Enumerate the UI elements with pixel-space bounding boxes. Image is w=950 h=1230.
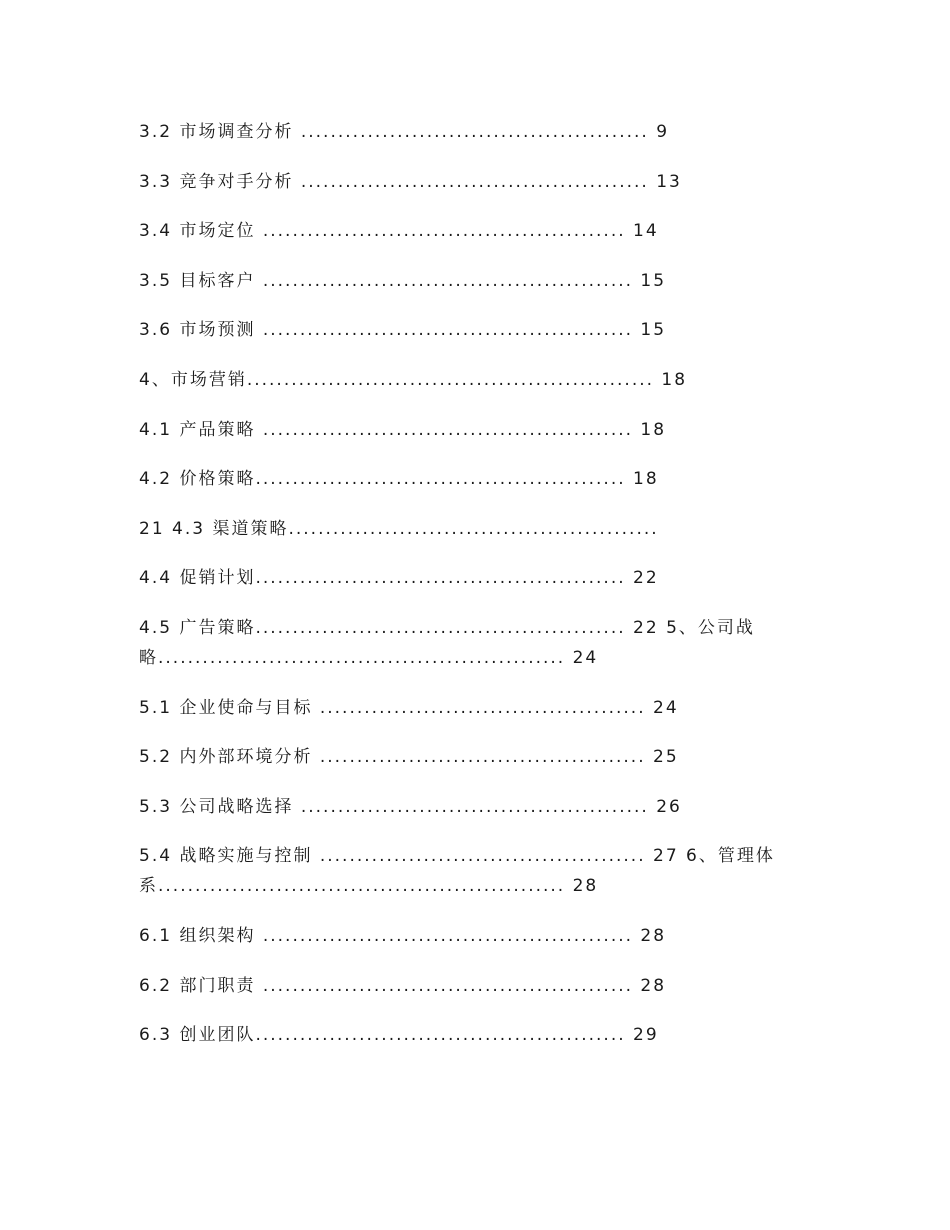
- toc-entry-5-4: 5.4 战略实施与控制 ............................................ 27 6、管理体: [139, 846, 775, 867]
- toc-entry-5-2: 5.2 内外部环境分析 ............................................ 25: [139, 747, 679, 768]
- toc-entry-6-continued: 系....................................................... 28: [139, 876, 599, 897]
- toc-entry-3-5: 3.5 目标客户 .................................................. 15: [139, 270, 667, 291]
- toc-entry-4-2: 4.2 价格策略.................................................. 18: [139, 469, 659, 490]
- toc-entry-3-6: 3.6 市场预测 .................................................. 15: [139, 320, 667, 341]
- toc-entry-4-5: 4.5 广告策略.................................................. 22 5、公司战: [139, 617, 755, 638]
- toc-entry-6-2: 6.2 部门职责 .................................................. 28: [139, 975, 667, 996]
- toc-entry-5-1: 5.1 企业使命与目标 ............................................ 24: [139, 697, 679, 718]
- toc-entry-4-3: 21 4.3 渠道策略..................................................: [139, 518, 659, 539]
- toc-entry-3-3: 3.3 竞争对手分析 ............................................... 13: [139, 171, 682, 192]
- toc-entry-3-2: 3.2 市场调查分析 ............................................... 9: [139, 122, 670, 142]
- toc-entry-4-4: 4.4 促销计划.................................................. 22: [139, 568, 659, 589]
- toc-entry-4-1: 4.1 产品策略 .................................................. 18: [139, 419, 667, 440]
- toc-entry-6-3: 6.3 创业团队.................................................. 29: [139, 1025, 659, 1046]
- table-of-contents: [139, 117, 819, 1050]
- toc-entry-6-1: 6.1 组织架构 .................................................. 28: [139, 925, 667, 946]
- toc-entry-3-4: 3.4 市场定位 ................................................. 14: [139, 221, 659, 242]
- toc-entry-5-3: 5.3 公司战略选择 ............................................... 26: [139, 796, 682, 817]
- toc-entry-5-continued: 略....................................................... 24: [139, 647, 599, 668]
- toc-entry-4: 4、市场营销....................................................... 18: [139, 369, 688, 390]
